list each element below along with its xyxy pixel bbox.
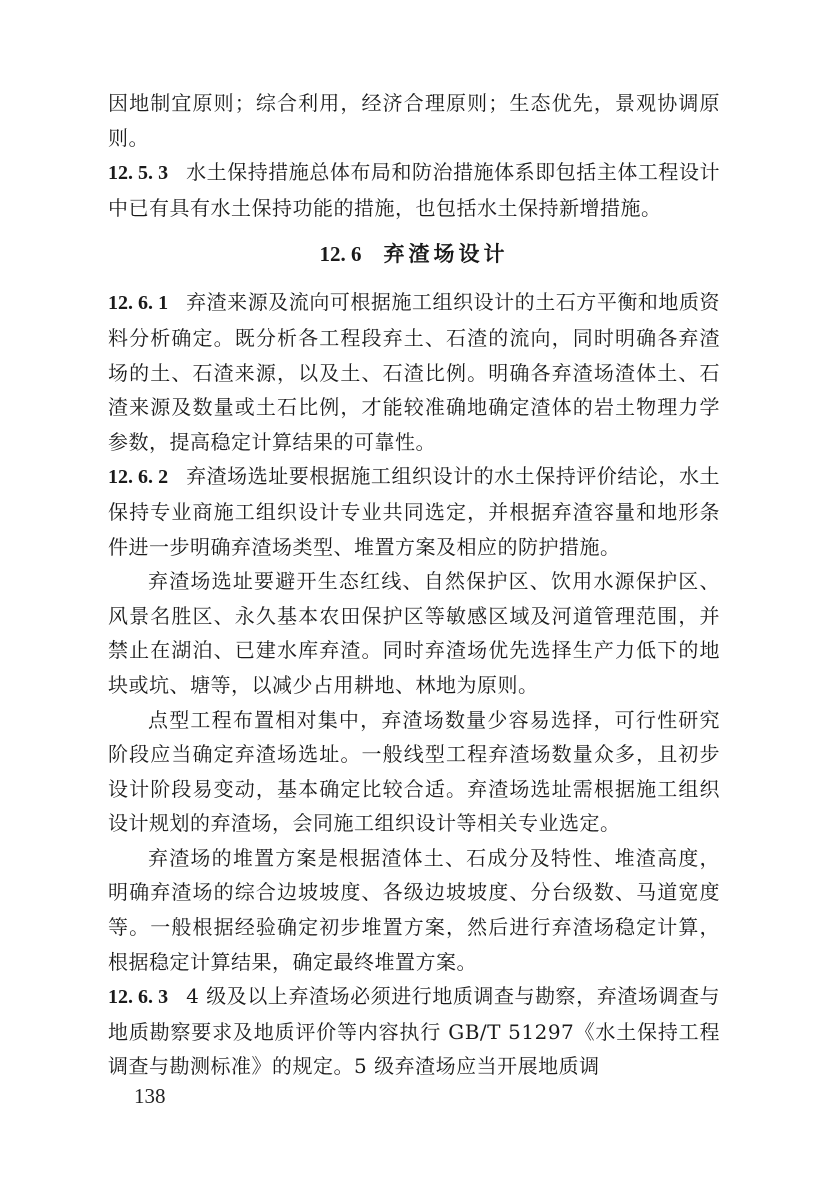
document-page	[108, 86, 720, 1084]
paragraph-text: 弃渣场的堆置方案是根据渣体土、石成分及特性、堆渣高度，明确弃渣场的综合边坡坡度、各级边坡坡度、分台级数、马道宽度等。一般根据经验确定初步堆置方案，然后进行弃渣场稳定计算，根据稳定计算结果，确定最终堆置方案。	[108, 845, 720, 974]
paragraph-stacking-scheme	[108, 841, 720, 979]
paragraph-text: 弃渣场选址要避开生态红线、自然保护区、饮用水源保护区、风景名胜区、永久基本农田保护区等敏感区域及河道管理范围，并禁止在湖泊、已建水库弃渣。同时弃渣场优先选择生产力低下的地块或坑、塘等，以减少占用耕地、林地为原则。	[108, 569, 720, 697]
paragraph-site-selection-avoidance	[108, 564, 720, 702]
paragraph-text: 因地制宜原则；综合利用，经济合理原则；生态优先，景观协调原则。	[108, 91, 720, 150]
clause-12-6-1	[108, 285, 720, 459]
clause-text: 水土保持措施总体布局和防治措施体系即包括主体工程设计中已有具有水土保持功能的措施，也包括水土保持新增措施。	[108, 160, 721, 220]
clause-12-6-2	[108, 459, 720, 564]
clause-12-5-3	[108, 155, 720, 225]
clause-text: 弃渣场选址要根据施工组织设计的水土保持评价结论，水土保持专业商施工组织设计专业共同选定，并根据弃渣容量和地形条件进一步明确弃渣场类型、堆置方案及相应的防护措施。	[108, 464, 721, 559]
section-heading-12-6	[108, 237, 720, 271]
paragraph-point-linear-projects	[108, 703, 720, 841]
clause-text: 弃渣来源及流向可根据施工组织设计的土石方平衡和地质资料分析确定。既分析各工程段弃土、石渣的流向，同时明确各弃渣场的土、石渣来源，以及土、石渣比例。明确各弃渣场渣体土、石渣来源及数量或土石比例，才能较准确地确定渣体的岩土物理力学参数，提高稳定计算结果的可靠性。	[108, 290, 721, 454]
clause-text: 4 级及以上弃渣场必须进行地质调查与勘察，弃渣场调查与地质勘察要求及地质评价等内容执行 GB/T 51297《水土保持工程调查与勘测标准》的规定。5 级弃渣场应当开展地质调	[108, 984, 720, 1079]
clause-12-6-3	[108, 979, 720, 1084]
paragraph-continuation	[108, 86, 720, 155]
clause-number: 12. 5. 3	[108, 162, 169, 185]
page-number: 138	[134, 1084, 166, 1108]
clause-number: 12. 6. 1	[108, 292, 169, 315]
section-number: 12. 6	[319, 242, 362, 267]
clause-number: 12. 6. 2	[108, 466, 169, 489]
clause-number: 12. 6. 3	[108, 986, 169, 1009]
section-title: 弃渣场设计	[383, 242, 509, 267]
paragraph-text: 点型工程布置相对集中，弃渣场数量少容易选择，可行性研究阶段应当确定弃渣场选址。一般线型工程弃渣场数量众多，且初步设计阶段易变动，基本确定比较合适。弃渣场选址需根据施工组织设计规划的弃渣场，会同施工组织设计等相关专业选定。	[108, 707, 720, 836]
